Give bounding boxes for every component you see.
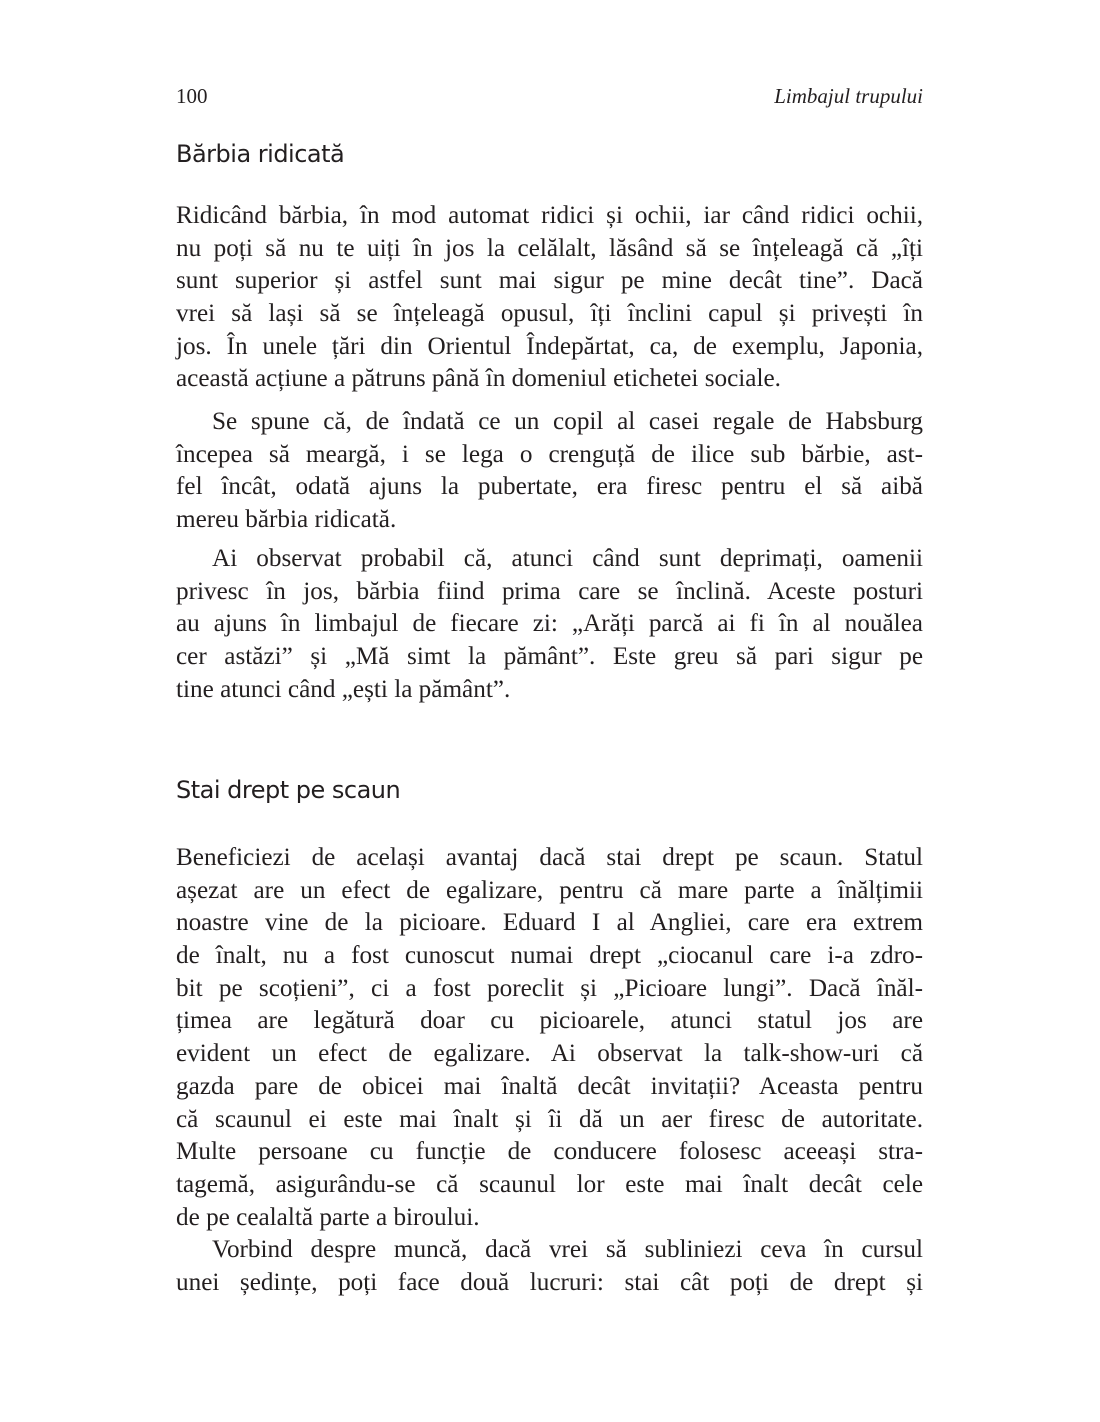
text-line: sunt superior și astfel sunt mai sigur pe mine decât tine”. Dacă [176, 267, 923, 295]
text-line: noastre vine de la picioare. Eduard I al Angliei, care era extrem [176, 909, 923, 937]
running-title: Limbajul trupului [774, 84, 923, 108]
text-line: Multe persoane cu funcție de conducere folosesc aceeași stra- [176, 1138, 923, 1166]
text-line: această acțiune a pătruns până în domeniul etichetei sociale. [176, 365, 781, 393]
text-line: privesc în jos, bărbia fiind prima care se înclină. Aceste posturi [176, 577, 923, 605]
text-line: Beneficiezi de același avantaj dacă stai drept pe scaun. Statul [176, 844, 923, 871]
paragraph [176, 842, 923, 1234]
page-number: 100 [176, 84, 208, 108]
text-line: începea să meargă, i se lega o crenguță de ilice sub bărbie, ast- [176, 440, 923, 468]
text-line: evident un efect de egalizare. Ai observat la talk-show-uri că [176, 1040, 923, 1068]
text-line: că scaunul ei este mai înalt și îi dă un aer firesc de autoritate. [176, 1105, 923, 1133]
text-line: unei ședințe, poți face două lucruri: stai cât poți de drept și [176, 1268, 923, 1296]
paragraph [176, 543, 923, 706]
text-line: gazda pare de obicei mai înaltă decât invitații? Aceasta pentru [176, 1072, 923, 1100]
text-line: Ai observat probabil că, atunci când sunt deprimați, oamenii [212, 545, 923, 572]
section-heading: Stai drept pe scaun [176, 776, 401, 804]
text-line: așezat are un efect de egalizare, pentru că mare parte a înălțimii [176, 876, 923, 904]
text-line: de pe cealaltă parte a biroului. [176, 1203, 480, 1231]
text-line: țimea are legătură doar cu picioarele, atunci statul jos are [176, 1007, 923, 1035]
paragraph [176, 1234, 923, 1299]
paragraph [176, 200, 923, 396]
text-line: de înalt, nu a fost cunoscut numai drept „ciocanul care i-a zdro- [176, 942, 923, 970]
paragraph [176, 406, 923, 537]
text-line: Se spune că, de îndată ce un copil al casei regale de Habsburg [212, 408, 923, 435]
text-line: tine atunci când „ești la pământ”. [176, 675, 511, 703]
section-heading: Bărbia ridicată [176, 140, 345, 168]
text-line: vrei să lași să se înțeleagă opusul, îți înclini capul și privești în [176, 300, 923, 328]
text-line: fel încât, odată ajuns la pubertate, era firesc pentru el să aibă [176, 473, 923, 501]
text-line: mereu bărbia ridicată. [176, 506, 397, 534]
text-line: cer astăzi” și „Mă simt la pământ”. Este greu să pari sigur pe [176, 643, 923, 671]
text-line: Ridicând bărbia, în mod automat ridici și ochii, iar când ridici ochii, [176, 202, 923, 229]
text-line: Vorbind despre muncă, dacă vrei să subliniezi ceva în cursul [212, 1236, 923, 1263]
running-header [176, 84, 923, 114]
text-line: nu poți să nu te uiți în jos la celălalt, lăsând să se înțeleagă că „îți [176, 234, 923, 262]
text-line: jos. În unele țări din Orientul Îndepărtat, ca, de exemplu, Japonia, [176, 332, 923, 360]
text-line: tagemă, asigurându-se că scaunul lor este mai înalt decât cele [176, 1170, 923, 1198]
text-line: bit pe scoțieni”, ci a fost poreclit și „Picioare lungi”. Dacă înăl- [176, 974, 923, 1002]
text-line: au ajuns în limbajul de fiecare zi: „Arăți parcă ai fi în al nouălea [176, 610, 923, 638]
